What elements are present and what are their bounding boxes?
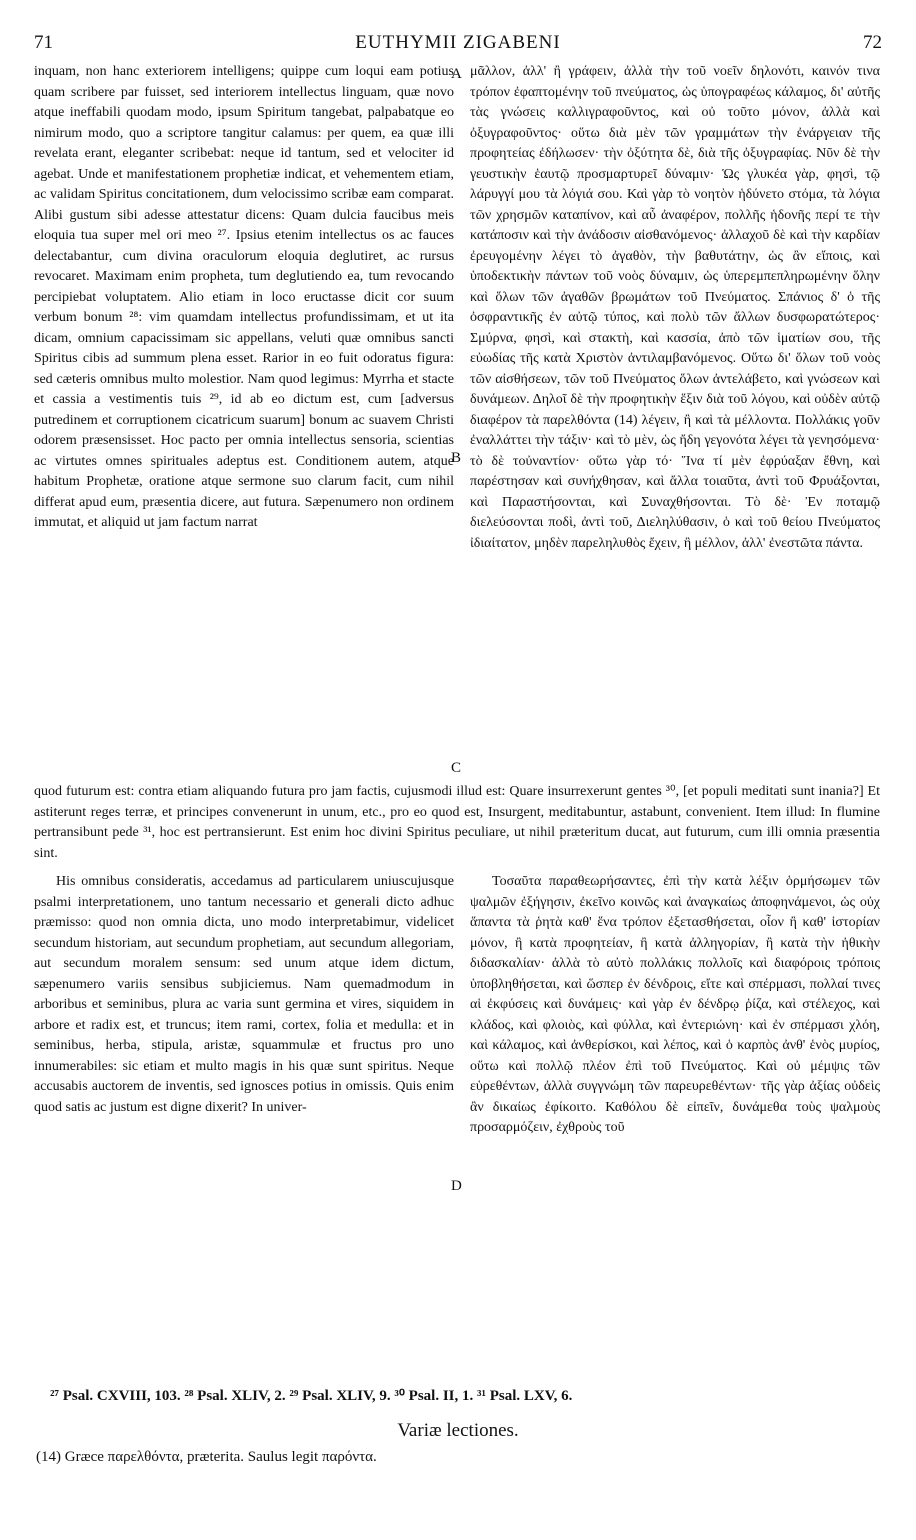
greek-column-top — [470, 62, 880, 780]
scripture-references: ²⁷ Psal. CXVIII, 103. ²⁸ Psal. XLIV, 2. ²⁹ Psal. XLIV, 9. ³⁰ Psal. II, 1. ³¹ Psal. LXV, 6. — [50, 1388, 573, 1404]
greek-column-bottom — [470, 872, 880, 1374]
latin-column-top — [34, 62, 454, 782]
section-marker-b: B — [451, 450, 462, 466]
latin-text-bottom: His omnibus consideratis, accedamus ad particularem uniuscujusque psalmi interpretationem, uno tantum necessario et generali dicto adhuc præmisso: quod non omnia dicta, uno modo interpretabimur, videlicet secundum historiam, aut secundum prophetiam, aut secundum allegoriam, aut secundum moralem sensum: sed unum atque idem dictum, sæpenumero variis sensibus subjiciemus. Nam quemadmodum in arboribus et seminibus, plura ac varia sunt germina et vires, siquidem in arbore et radix est, et truncus; item rami, cortex, folia et medulla: et in seminibus, herba, stipula, aristæ, squammulæ et fructus pro uno innumerabiles: sic etiam et multo magis in his quæ sunt spiritus. Neque accusabis auctorem de inventis, sed ignosces potius in omissis. Quis enim quod satis ac justum est digne dixerit? In univer- — [34, 874, 454, 1115]
latin-text-full: quod futurum est: contra etiam aliquando futura pro jam factis, cujusmodi illud est: Quare insurrexerunt gentes ³⁰, [et populi meditati sunt inania?] Et astiterunt reges terræ, et principes convenerunt in unum, etc., pro eo quod est, Insurgent, meditabuntur, astabunt, convenient. Item illud: In flumine pertransibunt pede ³¹, hoc est pertransierunt. Est enim hoc divini Spiritus peculiare, ut nihil præteritum ducat, aut futurum, cum illi omnia præsentia sint. — [34, 784, 880, 861]
section-marker-c: C — [451, 760, 462, 776]
running-header — [34, 32, 882, 58]
page-number-right: 72 — [863, 32, 882, 53]
section-marker-d: D — [451, 1178, 462, 1194]
running-title: EUTHYMII ZIGABENI — [355, 32, 561, 53]
section-marker-a: A — [451, 66, 462, 82]
latin-full-width — [34, 782, 880, 862]
page-number-left: 71 — [34, 32, 53, 53]
latin-text-top: inquam, non hanc exteriorem intelligens; quippe cum loqui eam potius quam scribere par fuisset, sed interiorem intellectus linguam, quæ novo atque ineffabili quodam modo, ipsum Spiritum tangebat, palpabatque eo nimirum modo, quo a scriptore tangitur calamus: per quem, ea quæ illi revelata erant, eleganter scribebat: neque id tantum, sed et velociter id agebat. Unde et manifestationem prophetiæ indicat, et vehementem etiam, ac validam Spiritus concitationem, dum velocissimo scribæ eam comparat. Alibi gustum sibi adesse attestatur dicens: Quam dulcia faucibus meis eloquia tua super mel ori meo ²⁷. Ipsius etenim intellectus os ac fauces delectabantur, cum divina oraculorum eloquia deglutiret, ac rursus revocaret. Maximam enim propheta, tum deglutiendo ea, tum revocando percipiebat voluptatem. Alio etiam in loco eructasse dicit cor suum verbum bonum ²⁸: vim quamdam intellectus profundissimam, et ut ita dicam, omnium capacissimam sic appellans, veluti quæ omnibus sancti Spiritus cibis ad summum plena esset. Rarior in eo fuit odoratus figura: sed cæteris omnibus multo molestior. Nam quod legimus: Myrrha et stacte et cassia a vestimentis tuis ²⁹, id ab eo dictum est, cum [adversus putredinem et corruptionem cicatricum suarum] bonum ac suavem Christi odorem præsensisset. Hoc pacto per omnia intellectus sensoria, scientias ac virtutes omnes spirituales adeptus est. Conditionem autem, atque habitum Prophetæ, oratione atque sermone suo clarum facit, cum nihil differat apud eum, præsentia dicere, aut futura. Sæpenumero non ordinem immutat, et aliquid ut jam factum narrat — [34, 64, 454, 530]
variae-lectiones-title: Variæ lectiones. — [397, 1420, 519, 1441]
variae-lectiones-note: (14) Græce παρελθόντα, præterita. Saulus legit παρόντα. — [36, 1449, 377, 1465]
greek-text-top: μᾶλλον, ἀλλ' ἢ γράφειν, ἀλλὰ τὴν τοῦ νοεῖν δηλονότι, καινόν τινα τρόπον ἐφαπτομένην τοῦ πνεύματος, ὡς ὑπογραφέως κάλαμος, δι' αὐτῆς τὰς γνώσεις καλλιγραφοῦντος, καὶ οὐ τοῦτο μόνον, ἀλλὰ καὶ ὀξυγραφοῦντος· οὕτω διὰ μὲν τῶν γραμμάτων τὴν ἐνάργειαν τῆς προφητείας ἐδήλωσεν· τὴν ὀξύτητα δὲ, διὰ τῆς ὀξυγραφίας. Νῦν δὲ τὴν γευστικὴν ἑαυτῷ προσμαρτυρεῖ δύναμιν· Ὡς γλυκέα γὰρ, φησὶ, τῷ λάρυγγί μου τὰ λόγιά σου. Καὶ γὰρ τὸ νοητὸν ἡδύνετο στόμα, τὰ λόγια τῶν χρησμῶν καταπίνον, καὶ αὖ ἀναφέρον, πολλῆς ἡδονῆς περί τε τὴν κατάποσιν καὶ τὴν ἀνάδοσιν αἰσθανόμενος· ἀλλαχοῦ δὲ καὶ τὴν καρδίαν ἐρευγομένην λέγει τὸ ἀγαθὸν, τὴν βαθυτάτην, ὡς ἂν εἴποις, καὶ ὑποδεκτικὴν πάντων τοῦ νοὸς δύναμιν, ὡς ὑπερεμπεπληρωμένην ὅλην καὶ ὅλων τῶν ἀγαθῶν βρωμάτων τοῦ Πνεύματος. Σπάνιος δ' ὁ τῆς ὀσφραντικῆς ἐν αὐτῷ τύπος, καὶ πολὺ τῶν ἄλλων δυσφωρατώτερος· Σμύρνα, φησὶ, καὶ στακτὴ, καὶ κασσία, ἀπὸ τῶν ἱματίων σου, τῆς εὐωδίας τῆς κατὰ Χριστὸν ἀντιλαμβανόμενος. Οὕτω δι' ὅλων τοῦ νοὸς τῶν αἰσθήσεων, τῶν τοῦ Πνεύματος ὅλων ἀντελάβετο, καὶ γνώσεων καὶ δυνάμεων. Δηλοῖ δὲ τὴν προφητικὴν ἕξιν διὰ τοῦ λόγου, καὶ οὐδὲν αὐτῷ διαφέρον τὰ παρελθόντα (14) λέγειν, ἢ καὶ τὰ μέλλοντα. Πολλάκις γοῦν ἐναλλάττει τὴν τάξιν· καὶ τὸ μὲν, ὡς ἤδη γεγονότα λέγει τὰ γενησόμενα· τὸ δὲ τοὐναντίον· οὕτω γὰρ τό· Ἵνα τί μὲν ἐφρύαξαν ἔθνη, καὶ παρέστησαν καὶ συνήχθησαν, καὶ ἄλλα τοιαῦτα, ἀντὶ τοῦ Φρυάξονται, καὶ Παραστήσονται, καὶ Συναχθήσονται. Τὸ δὲ· Ἐν ποταμῷ διελεύσονται ποδὶ, ἀντὶ τοῦ, Διεληλύθασιν, ὁ καὶ τοῦ θείου Πνεύματος ἰδιαίτατον, μηδὲν παρεληλυθὸς ἔχειν, ἢ μέλλον, ἀλλ' ἐνεστῶτα πάντα. — [470, 64, 880, 551]
greek-text-bottom: Τοσαῦτα παραθεωρήσαντες, ἐπὶ τὴν κατὰ λέξιν ὁρμήσωμεν τῶν ψαλμῶν ἐξήγησιν, ἐκεῖνο κοινῶς καὶ ἀναγκαίως ἀποφηνάμενοι, ὡς οὐχ ἅπαντα τὰ ῥητὰ καθ' ἕνα τρόπον ἐξετασθήσεται, οἷον ἢ καθ' ἱστορίαν μόνον, ἢ κατὰ προφητείαν, ἢ κατὰ ἀλληγορίαν, ἢ κατὰ τὴν ἠθικὴν διδασκαλίαν· ἀλλὰ τὸ αὐτὸ πολλάκις πολλοῖς καὶ διαφόροις τρόποις ὑποβληθήσεται, καὶ ὥσπερ ἐν δένδροις, εἴτε καὶ σπέρμασι, πολλαί τινες αἱ ἐκφύσεις καὶ δυνάμεις· καὶ γὰρ ἐν δένδρῳ ῥίζα, καὶ στέλεχος, καὶ κλάδος, καὶ φλοιὸς, καὶ φύλλα, καὶ ἐντεριώνη· καὶ ἐν σπέρμασι χλόη, καὶ κάλαμος, καὶ ἀνθερίσκοι, καὶ λέπος, καὶ ὁ καρπὸς ἀνθ' ἑνὸς μυρίος, οὕτω καὶ πολλῷ πλέον ἐπὶ τοῦ Πνεύματος. Καὶ οὐ μέμψις τῶν εὑρεθέντων, ἀλλὰ συγγνώμη τῶν παρευρεθέντων· τῆς γὰρ ἀξίας οὐδεὶς ἂν δικαίως ἐφίκοιτο. Καθόλου δὲ εἰπεῖν, δυνάμεθα τοὺς ψαλμοὺς προσαρμόζειν, ἐχθροὺς τοῦ — [470, 874, 880, 1135]
latin-column-bottom — [34, 872, 454, 1374]
